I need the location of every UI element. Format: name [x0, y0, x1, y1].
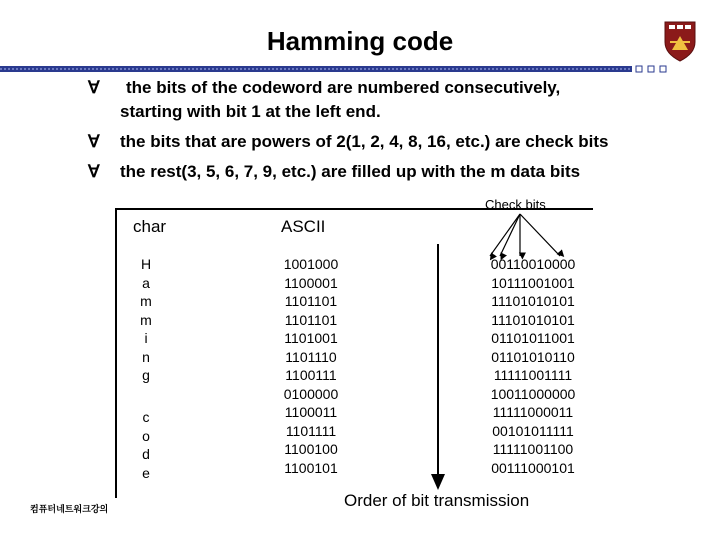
transmission-order-label: Order of bit transmission	[344, 491, 530, 510]
check-bits-label: Check bits	[485, 197, 546, 212]
char-column-header: char	[133, 217, 167, 236]
ascii-cell: 1100101	[284, 459, 338, 476]
bullet-2-icon: ∀	[88, 132, 100, 151]
codeword-cell: 11111001100	[492, 441, 574, 457]
codeword-column	[478, 255, 588, 477]
ascii-column	[276, 255, 346, 477]
ascii-cell: 1100111	[285, 367, 337, 383]
char-cell: m	[140, 293, 152, 309]
bullet-3-icon: ∀	[88, 162, 100, 181]
ascii-cell: 1101101	[284, 293, 338, 309]
title-underline	[0, 64, 720, 76]
char-cell: c	[142, 409, 150, 425]
char-cell: m	[140, 311, 152, 328]
codeword-cell: 00110010000	[490, 256, 576, 272]
ascii-column-header: ASCII	[281, 217, 326, 236]
ascii-cell: 1101111	[285, 422, 337, 439]
transmission-order-arrow	[430, 244, 446, 494]
ascii-cell: 1100011	[284, 404, 338, 420]
char-cell: d	[142, 446, 150, 462]
codeword-cell: 10011000000	[490, 385, 576, 402]
char-cell: e	[142, 464, 150, 481]
chars-word-2	[136, 408, 156, 482]
char-cell: a	[142, 274, 150, 291]
codeword-cell: 10111001001	[491, 274, 575, 291]
codeword-cell: 01101010110	[491, 348, 575, 365]
codeword-cell: 11111001111	[493, 367, 573, 383]
ascii-cell: 1101001	[284, 330, 338, 346]
codeword-cell: 11101010101	[491, 293, 575, 309]
char-cell: o	[142, 427, 150, 444]
bullet-3-line-1: the rest(3, 5, 6, 7, 9, etc.) are filled up with the m data bits	[120, 162, 581, 181]
char-cell: H	[140, 256, 152, 272]
ascii-cell: 1001000	[283, 256, 339, 272]
bullet-1-icon: ∀	[88, 78, 100, 97]
char-cell: i	[144, 330, 148, 346]
codeword-cell: 00111000101	[491, 459, 575, 476]
codeword-cell: 00101011111	[492, 422, 574, 439]
slide-title: Hamming code	[266, 26, 454, 56]
ascii-cell: 1100001	[284, 274, 338, 291]
footer-course-label: 컴퓨터네트워크강의	[30, 504, 109, 514]
bullet-1-line-1: the bits of the codeword are numbered consecutively,	[126, 78, 561, 97]
codeword-cell: 11111000011	[492, 404, 574, 420]
ascii-cell: 1101101	[284, 311, 338, 328]
chars-word-1	[136, 255, 156, 385]
ascii-cell: 1101110	[285, 348, 337, 365]
bullet-2-line-1: the bits that are powers of 2(1, 2, 4, 8, 16, etc.) are check bits	[120, 132, 609, 151]
ascii-cell: 0100000	[283, 385, 339, 402]
char-cell: n	[142, 348, 150, 365]
codeword-cell: 11101010101	[491, 311, 575, 328]
ascii-cell: 1100100	[284, 441, 338, 457]
codeword-cell: 01101011001	[491, 330, 575, 346]
char-cell: g	[142, 367, 150, 383]
bullet-1-line-2: starting with bit 1 at the left end.	[120, 102, 381, 121]
